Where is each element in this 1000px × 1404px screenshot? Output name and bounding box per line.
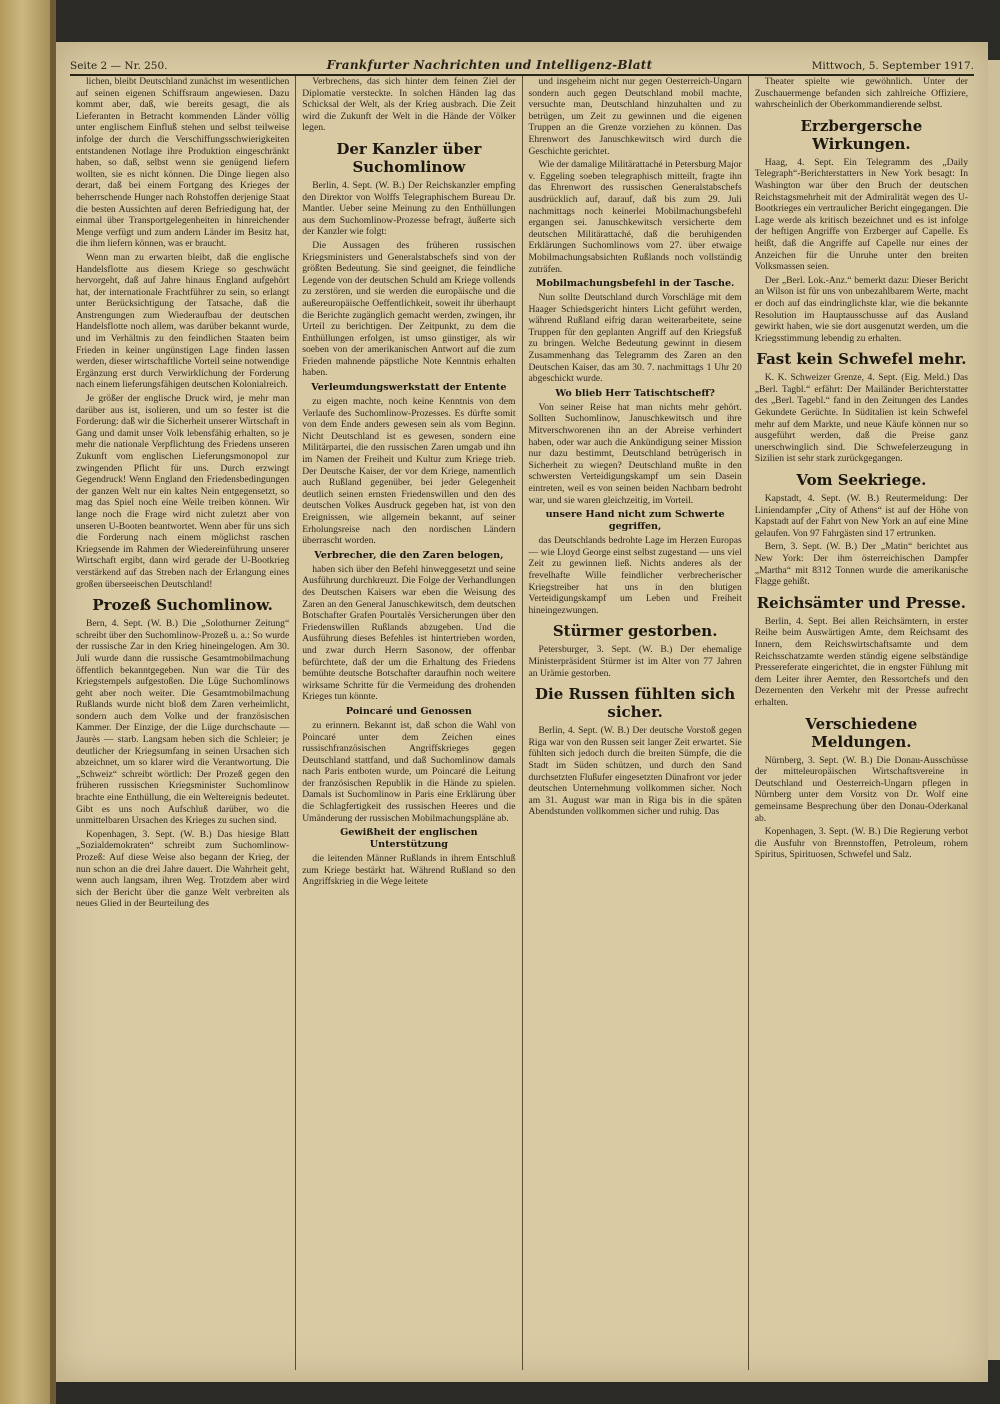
article-paragraph: Nürnberg, 3. Sept. (W. B.) Die Donau-Ausschüsse der mitteleuropäischen Wirtschaftsvereine in Deutschland und Oesterreich-Ungarn pflegen in Nürnberg unter dem Vorsitz von Dr. Wolf eine gemeinsame Besprechung über den Donau-Oderkanal ab. (754, 754, 968, 824)
section-subheading: Wo blieb Herr Tatischtscheff? (555, 387, 715, 399)
article-headline: Der Kanzler über Suchomlinow (336, 139, 482, 176)
article-paragraph: und insgeheim nicht nur gegen Oesterreich-Ungarn sondern auch gegen Deutschland mobil machte, versuchte man, Deutschland hinzuhalten und zu betrügen, um Zeit zu gewinnen und die eigenen Truppen an die Grenze vorziehen zu können. Das Ehrenwort des Januschkewitsch wird durch die Geschichte gerichtet. (528, 76, 742, 157)
article-paragraph: haben sich über den Befehl hinweggesetzt und seine Ausführung durchkreuzt. Die Folge der Verhandlungen des Deutschen Kaisers war eben die Weisung des Zaren an den General Januschkewitsch, dem deutschen Botschafter Grafen Pourtalès Versicherungen über den Friedenswillen Rußlands abzugeben. Und die Ausführung dieses Befehles ist hintertrieben worden, und zwar durch Herrn Sasonow, der offenbar befürchtete, daß der um die Erhaltung des Friedens bemühte deutsche Botschafter daraufhin noch weitere wirksame Schritte für die Vermeidung des drohenden Krieges tun könnte. (302, 563, 516, 703)
article-paragraph: Nun sollte Deutschland durch Vorschläge mit dem Haager Schiedsgericht hinters Licht geführt werden, während Rußland eifrig daran weiterarbeitete, seine Truppen für den geplanten Angriff auf den Kriegsfuß zu bringen. Welche Bedeutung gewinnt in diesem Zusammenhang das Telegramm des Zaren an den Deutschen Kaiser, das am 30. 7. nachmittags 1 Uhr 20 abgeschickt wurde. (528, 292, 742, 385)
newspaper-page (56, 42, 988, 1382)
article-paragraph: das Deutschlands bedrohte Lage im Herzen Europas — wie Lloyd George einst selbst zugestand — uns viel Zeit zu gewinnen ließ. Nichts anderes als der frevelhafte Wille feindlicher verbrecherischer Kriegstreiber hat uns in den blutigen Verteidigungskampf um Leben und Freiheit hineingezwungen. (528, 535, 742, 616)
article-headline: Vom Seekriege. (796, 471, 927, 490)
article-paragraph: Von seiner Reise hat man nichts mehr gehört. Sollten Suchomlinow, Januschkewitsch und ihre Mitverschworenen ihn an der Abreise verhindert haben, oder war auch die Ankündigung seiner Mission nur dazu bestimmt, Deutschland betrügerisch in Sicherheit zu wiegen? Deutschland mußte in den schwersten Verteidigungskampf um sein Dasein eintreten, weil es von seinen beiden Nachbarn bedroht war, und sie waren gleichzeitig, im Vorteil. (528, 401, 742, 506)
article-paragraph: Der „Berl. Lok.-Anz.“ bemerkt dazu: Dieser Bericht an Wilson ist für uns von unbezahlbarem Werte, macht er doch auf das eindringlichste klar, wie die bekannte Resolution im Hauptausschusse auf das Ausland gewirkt haben, wie sie dort ausgenutzt werden, um die Kriegsstimmung lebendig zu erhalten. (754, 274, 968, 344)
article-headline: Die Russen fühlten sich sicher. (535, 685, 736, 722)
article-headline: Erzbergersche Wirkungen. (800, 116, 923, 153)
article-paragraph: Wie der damalige Militärattaché in Petersburg Major v. Eggeling soeben telegraphisch mitteilt, fragte ihn das Ehrenwort des russischen Generalstabschefs ausdrücklich auf, darauf, daß bis zum 29. Juli nachmittags noch keinerlei Mobilmachungsbefehl ergangen sei. Januschkewitsch versicherte dem deutschen Militärattaché, daß die beruhigenden Erklärungen Suchomlinows vom 27. über etwaige Mobilmachungsabsichten Rußlands noch vollständig zuträfen. (528, 159, 742, 275)
article-paragraph: Petersburger, 3. Sept. (W. B.) Der ehemalige Ministerpräsident Stürmer ist im Alter von 77 Jahren an Urämie gestorben. (528, 644, 742, 679)
article-paragraph: Berlin, 4. Sept. (W. B.) Der deutsche Vorstoß gegen Riga war von den Russen seit langer Zeit erwartet. Sie fühlten sich jedoch durch die breiten Sümpfe, die die Stadt im Süden schützen, und durch den Sand durchsetzten Flußufer eingesetzten Dünafront vor jeder deutschen Unternehmung vollkommen sicher. Noch am 31. August war man in Riga bis in die späten Abendstunden vollkommen sicher und ruhig. Das (528, 725, 742, 818)
page-header (70, 50, 974, 76)
section-subheading: Mobilmachungsbefehl in der Tasche. (535, 278, 735, 290)
article-paragraph: Theater spielte wie gewöhnlich. Unter der Zuschauermenge befanden sich zahlreiche Offiziere, wahrscheinlich der Oberkommandierende selbst. (754, 76, 968, 111)
article-paragraph: zu erinnern. Bekannt ist, daß schon die Wahl von Poincaré unter dem Zeichen eines russischfranzösischen Angriffskrieges gegen Deutschland stattfand, und daß Suchomlinow damals nach Paris entboten wurde, um Poincaré die Leitung der französischen Republik in die Hände zu spielen. Damals ist Suchomlinow in Paris eine Erklärung über die Schlagfertigkeit des russischen Heeres und die Umänderung der russischen Mobilmachungspläne ab. (302, 719, 516, 824)
section-subheading: Verbrecher, die den Zaren belogen, (314, 549, 504, 561)
section-subheading: Poincaré und Genossen (345, 705, 472, 717)
section-subheading: Gewißheit der englischen Unterstützung (340, 827, 478, 851)
column-3 (523, 76, 749, 1370)
article-paragraph: K. K. Schweizer Grenze, 4. Sept. (Eig. Meld.) Das „Berl. Tagbl.“ erfährt: Der Mailänder Berichterstatter des „Berl. Tagebl.“ fand in den Zeitungen des Landes Gekundete Gerüchte. In Süditalien ist kein Schwefel mehr auf dem Markte, und neue Käufe können nur so ausgeführt werden, daß die Preise ganz unerschwinglich sind. Die Schwefelerzeugung in Sizilien ist sehr stark zurückgegangen. (754, 372, 968, 465)
article-paragraph: Wenn man zu erwarten bleibt, daß die englische Handelsflotte aus diesem Kriege so geschwächt hervorgeht, daß auf Jahre hinaus England aufgehört hat, der internationale Frachtführer zu sein, so erlangt unter Berücksichtigung der Tatsache, daß die Anstrengungen zum Wiederaufbau der deutschen Handelsflotte noch allem, was darüber bekannt wurde, und im Verhältnis zu den feindlichen Staaten beim Frieden in keiner ungünstigen Lage finden lassen werden, dieser wirtschaftliche Vorteil seine notwendige Ergänzung erst durch Verwirklichung der Forderung nach einem lieferungsfähigen deutschen Kolonialreich. (76, 251, 290, 391)
article-paragraph: Bern, 3. Sept. (W. B.) Der „Matin“ berichtet aus New York: Der ihm österreichischen Dampfer „Martha“ mit 8312 Tonnen wurde die amerikanische Flagge gehißt. (754, 541, 968, 588)
adjacent-page-edge (988, 60, 1000, 1360)
column-1 (70, 76, 296, 1370)
columns-container (70, 76, 974, 1370)
article-paragraph: Haag, 4. Sept. Ein Telegramm des „Daily Telegraph“-Berichterstatters in New York besagt: In Washington war über den Bruch der deutschen Reichstagsmehrheit mit der Admiralität wegen des U-Bootkrieges ein vertraulicher Bericht eingegangen. Die Lage werde als kritisch bezeichnet und es ist infolge der heftigen Angriffe von Erzberger auf Capelle. Es heißt, daß die Angriffe auf Capelle nur eines der Anzeichen für die Unruhe unter den breiten Volksmassen seien. (754, 156, 968, 273)
masthead: Frankfurter Nachrichten und Intelligenz-Blatt (326, 58, 653, 72)
article-paragraph: Die Aussagen des früheren russischen Kriegsministers und Generalstabschefs sind von der größten Bedeutung. Sie sind geeignet, die feindliche Legende von der deutschen Schuld am Kriege vollends zu zerstören, und sie werden die europäische und die außereuropäische Oeffentlichkeit, soweit ihr überhaupt die Berichte zugänglich gemacht werden, zwingen, ihr Urteil zu berichtigen. Der Zeitpunkt, zu dem die Enthüllungen erfolgen, ist umso günstiger, als wir soeben von der amerikanischen Antwort auf die zum Frieden mahnende päpstliche Note Kenntnis erhalten haben. (302, 239, 516, 379)
article-headline: Verschiedene Meldungen. (805, 714, 918, 751)
article-paragraph: Bern, 4. Sept. (W. B.) Die „Solothurner Zeitung“ schreibt über den Suchomlinow-Prozeß u. a.: So wurde der russische Zar in den Krieg hineingelogen. Am 30. Juli wurde dann die russische Gesamtmobilmachung öffentlich bekanntgegeben. Nun war die Tür des Kriegstempels aufgestoßen. Die Lüge Suchomlinows geht aber noch weiter. Die Gesamtmobilmachung Rußlands wurde nicht bloß dem Zaren verheimlicht, sondern auch dem Volke und der französischen Kammer. Der Einzige, der die Lüge durchschaute — Jaurès — starb. Langsam heben sich die Schleier; je deutlicher der Kriegsumfang in seinen Ursachen sich abzeichnet, um so klarer wird die Verantwortung. Die „Schweiz“ schreibt wörtlich: Der Prozeß gegen den früheren russischen Kriegsminister Suchomlinow brachte eine Enthüllung, die ein Weltereignis bedeutet. Gibt es uns noch Aufschluß darüber, wo die unmittelbaren Ursachen des Krieges zu suchen sind. (76, 618, 290, 827)
book-binding (0, 0, 56, 1404)
column-2 (296, 76, 522, 1370)
article-paragraph: Berlin, 4. Sept. Bei allen Reichsämtern, in erster Reihe beim Auswärtigen Amte, dem Reichsamt des Innern, dem Reichswirtschaftsamte und dem Reichsschatzamte werden ständig eigene selbständige Pressereferate eingerichtet, die in engster Fühlung mit dem Leiter ihrer Aemter, den Ressortchefs und den Dezernenten den Verkehr mit der Presse aufrecht erhalten. (754, 615, 968, 708)
issue-date: Mittwoch, 5. September 1917. (811, 60, 974, 72)
page-number: Seite 2 — Nr. 250. (70, 60, 168, 72)
article-paragraph: die leitenden Männer Rußlands in ihrem Entschluß zum Kriege bestärkt hat. Während Rußland so den Angriffskrieg in die Wege leitete (302, 853, 516, 888)
article-paragraph: lichen, bleibt Deutschland zunächst im wesentlichen auf seinen eigenen Schiffsraum angewiesen. Dazu kommt aber, daß, wie bereits gesagt, die als Lieferanten in Betracht kommenden Länder völlig unter englischem Einfluß stehen und selbst teilweise infolge der durch die Verschiffungsschwierigkeiten entstandenen Notlage ihre Produktion eingeschränkt haben, so daß, selbst wenn sie genügend liefern wollten, sie es nicht können. Die Dinge liegen also derart, daß bei einem Fortgang des Krieges der beherrschende Hunger nach Rohstoffen derjenige Staat die besten Aussichten auf deren Befriedigung hat, der einmal über Transportgelegenheiten in hinreichender Menge verfügt und zum andern Länder im Besitz hat, die ihm liefern können, was er braucht. (76, 76, 290, 250)
article-paragraph: zu eigen machte, noch keine Kenntnis von dem Verlaufe des Suchomlinow-Prozesses. Es dürfte somit von dem Ende anders gewesen sein als vom Beginn. Nicht Deutschland ist es gewesen, sondern eine Militärpartei, die den russischen Zaren umgab und ihn im Namen der Freiheit und Kultur zum Kriege trieb. Der Deutsche Kaiser, der vor dem Kriege, namentlich auch Rußland gegenüber, bei jeder Gelegenheit deutlich seinen ernsten Friedenswillen und den des deutschen Volkes Ausdruck gegeben hat, ist von den Ereignissen, wie allgemein bekannt, auf seiner Erholungsreise nach den nordischen Ländern überrascht worden. (302, 396, 516, 547)
article-paragraph: Kapstadt, 4. Sept. (W. B.) Reutermeldung: Der Liniendampfer „City of Athens“ ist auf der Höhe von Kapstadt auf der Fahrt von New York an auf eine Mine gelaufen. Von 97 Fahrgästen sind 17 ertrunken. (754, 493, 968, 539)
section-subheading: Verleumdungswerkstatt der Entente (311, 382, 507, 394)
section-subheading: unsere Hand nicht zum Schwerte gegriffen, (545, 509, 725, 533)
article-headline: Fast kein Schwefel mehr. (756, 350, 967, 369)
article-headline: Stürmer gestorben. (552, 622, 718, 641)
article-headline: Prozeß Suchomlinow. (92, 596, 273, 615)
article-paragraph: Berlin, 4. Sept. (W. B.) Der Reichskanzler empfing den Direktor von Wolffs Telegraphischem Bureau Dr. Mantler. Ueber seine Meinung zu den Enthüllungen aus dem Suchomlinow-Prozesse befragt, äußerte sich der Kanzler wie folgt: (302, 179, 516, 238)
column-4 (749, 76, 974, 1370)
article-paragraph: Kopenhagen, 3. Sept. (W. B.) Die Regierung verbot die Ausfuhr von Brennstoffen, Petroleum, rohem Spiritus, Spirituosen, Schwefel und Salz. (754, 826, 968, 861)
article-paragraph: Verbrechens, das sich hinter dem feinen Ziel der Diplomatie versteckte. In solchen Händen lag das Schicksal der Welt, als der Krieg ausbrach. Die Zeit wird die Zukunft der Welt in die Hände der Völker legen. (302, 76, 516, 134)
article-paragraph: Kopenhagen, 3. Sept. (W. B.) Das hiesige Blatt „Sozialdemokraten“ schreibt zum Suchomlinow-Prozeß: Auf diese Weise also begann der Krieg, der nun schon an die drei Jahre dauert. Die Wahrheit geht, wenn auch langsam, ihren Weg. Trotzdem aber wird sich der Bericht über die ganze Welt verbreiten als neues Glied in der Beurteilung des (76, 828, 290, 910)
article-headline: Reichsämter und Presse. (756, 593, 967, 612)
article-paragraph: Je größer der englische Druck wird, je mehr man darüber aus ist, isolieren, und um so fester ist die Forderung: daß wir die Sicherheit unserer Wirtschaft in Gang und damit unser Volk lebensfähig erhalten, so je mehr die nationale Verpflichtung des Friedens unseren Zukunft vom englischen Lieferungsmonopol zur zwingenden Pflicht für uns. Durch erzwingt Gegendruck! Wenn England den Friedensbedingungen der ganzen Welt nur ein kaltes Nein entgegensetzt, so mag das Spiel noch eine Weile treiben können. Wir lange noch die Frage wird nicht zuletzt aber von unseren U-Booten beantwortet. Wenn aber für uns sich die Forderung nach einem möglichst raschen Kriegsende im Rahmen der Wiedereinführung unserer Wirtschaft ergibt, dann wird gerade der U-Bootkrieg verstärkend auf das Streben nach der Erlangung eines großen überseeischen Deutschland! (76, 393, 290, 590)
